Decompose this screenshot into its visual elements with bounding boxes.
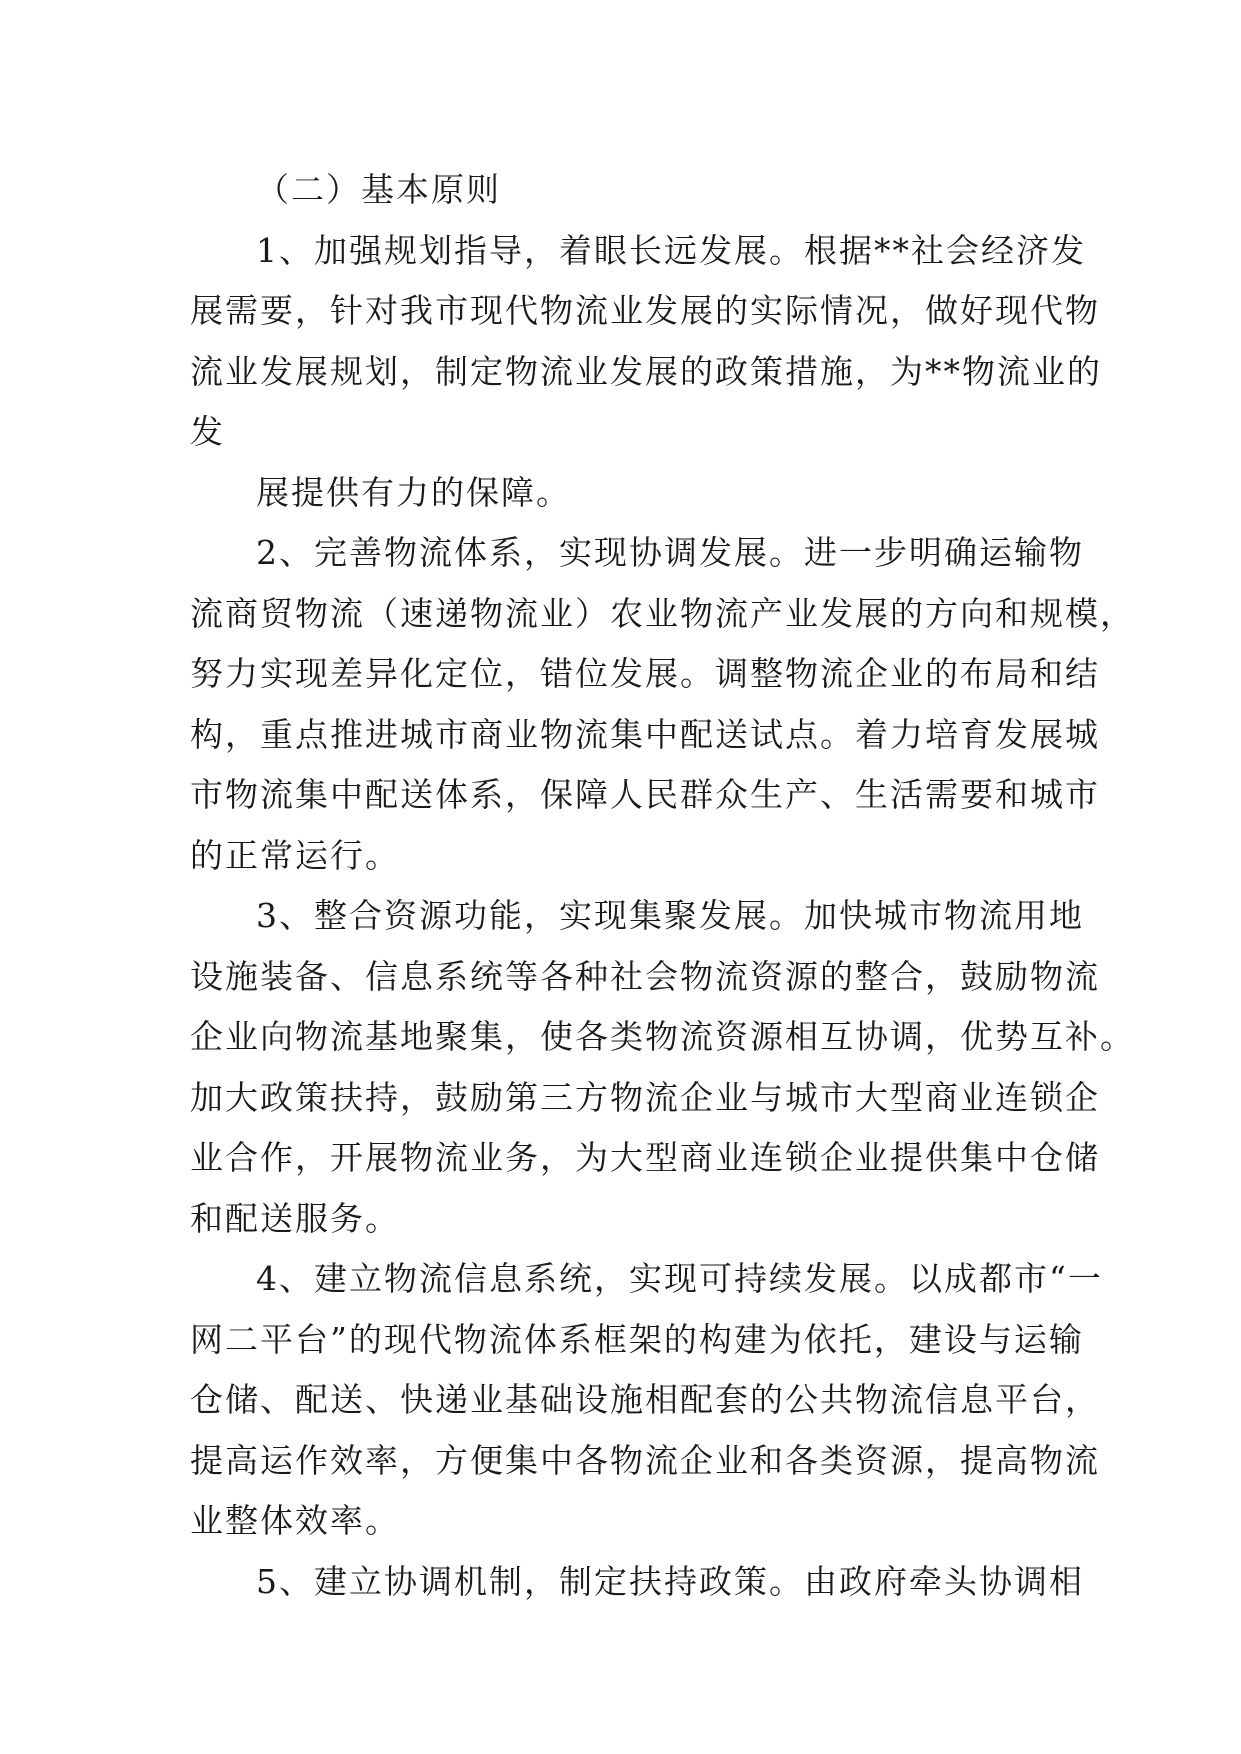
paragraph-3-line-2: 设施装备、信息系统等各种社会物流资源的整合，鼓励物流 — [190, 956, 1100, 996]
paragraph-2-line-2: 流商贸物流（速递物流业）农业物流产业发展的方向和规模， — [190, 593, 1135, 633]
paragraph-2-line-3: 努力实现差异化定位，错位发展。调整物流企业的布局和结 — [190, 654, 1100, 693]
paragraph-1b-line-1: 展提供有力的保障。 — [256, 472, 571, 512]
paragraph-3-line-1: 3、整合资源功能，实现集聚发展。加快城市物流用地 — [256, 896, 1084, 935]
paragraph-3-line-5: 业合作，开展物流业务，为大型商业连锁企业提供集中仓储 — [190, 1138, 1100, 1177]
paragraph-4-line-5: 业整体效率。 — [190, 1501, 400, 1540]
paragraph-3-line-3: 企业向物流基地聚集，使各类物流资源相互协调，优势互补。 — [190, 1017, 1135, 1056]
paragraph-1-line-2: 展需要，针对我市现代物流业发展的实际情况，做好现代物 — [190, 291, 1100, 330]
paragraph-2-line-6: 的正常运行。 — [190, 835, 400, 875]
paragraph-5-line-1: 5、建立协调机制，制定扶持政策。由政府牵头协调相 — [256, 1561, 1084, 1601]
paragraph-4-line-2: 网二平台”的现代物流体系框架的构建为依托，建设与运输 — [190, 1319, 1084, 1359]
paragraph-4-line-3: 仓储、配送、快递业基础设施相配套的公共物流信息平台， — [190, 1380, 1100, 1419]
section-heading: （二）基本原则 — [256, 170, 501, 209]
paragraph-2-line-1: 2、完善物流体系，实现协调发展。进一步明确运输物 — [256, 533, 1084, 572]
paragraph-1-line-3: 流业发展规划，制定物流业发展的政策措施，为**物流业的 — [190, 351, 1102, 391]
paragraph-2-line-4: 构，重点推进城市商业物流集中配送试点。着力培育发展城 — [190, 714, 1100, 754]
paragraph-3-line-6: 和配送服务。 — [190, 1198, 400, 1238]
paragraph-2-line-5: 市物流集中配送体系，保障人民群众生产、生活需要和城市 — [190, 775, 1100, 814]
paragraph-1-line-1: 1、加强规划指导，着眼长远发展。根据**社会经济发 — [256, 230, 1086, 270]
paragraph-1-line-4: 发 — [190, 412, 225, 451]
paragraph-4-line-1: 4、建立物流信息系统，实现可持续发展。以成都市“一 — [256, 1259, 1103, 1298]
paragraph-4-line-4: 提高运作效率，方便集中各物流企业和各类资源，提高物流 — [190, 1440, 1100, 1480]
paragraph-3-line-4: 加大政策扶持，鼓励第三方物流企业与城市大型商业连锁企 — [190, 1077, 1100, 1117]
document-body — [190, 160, 1135, 1612]
